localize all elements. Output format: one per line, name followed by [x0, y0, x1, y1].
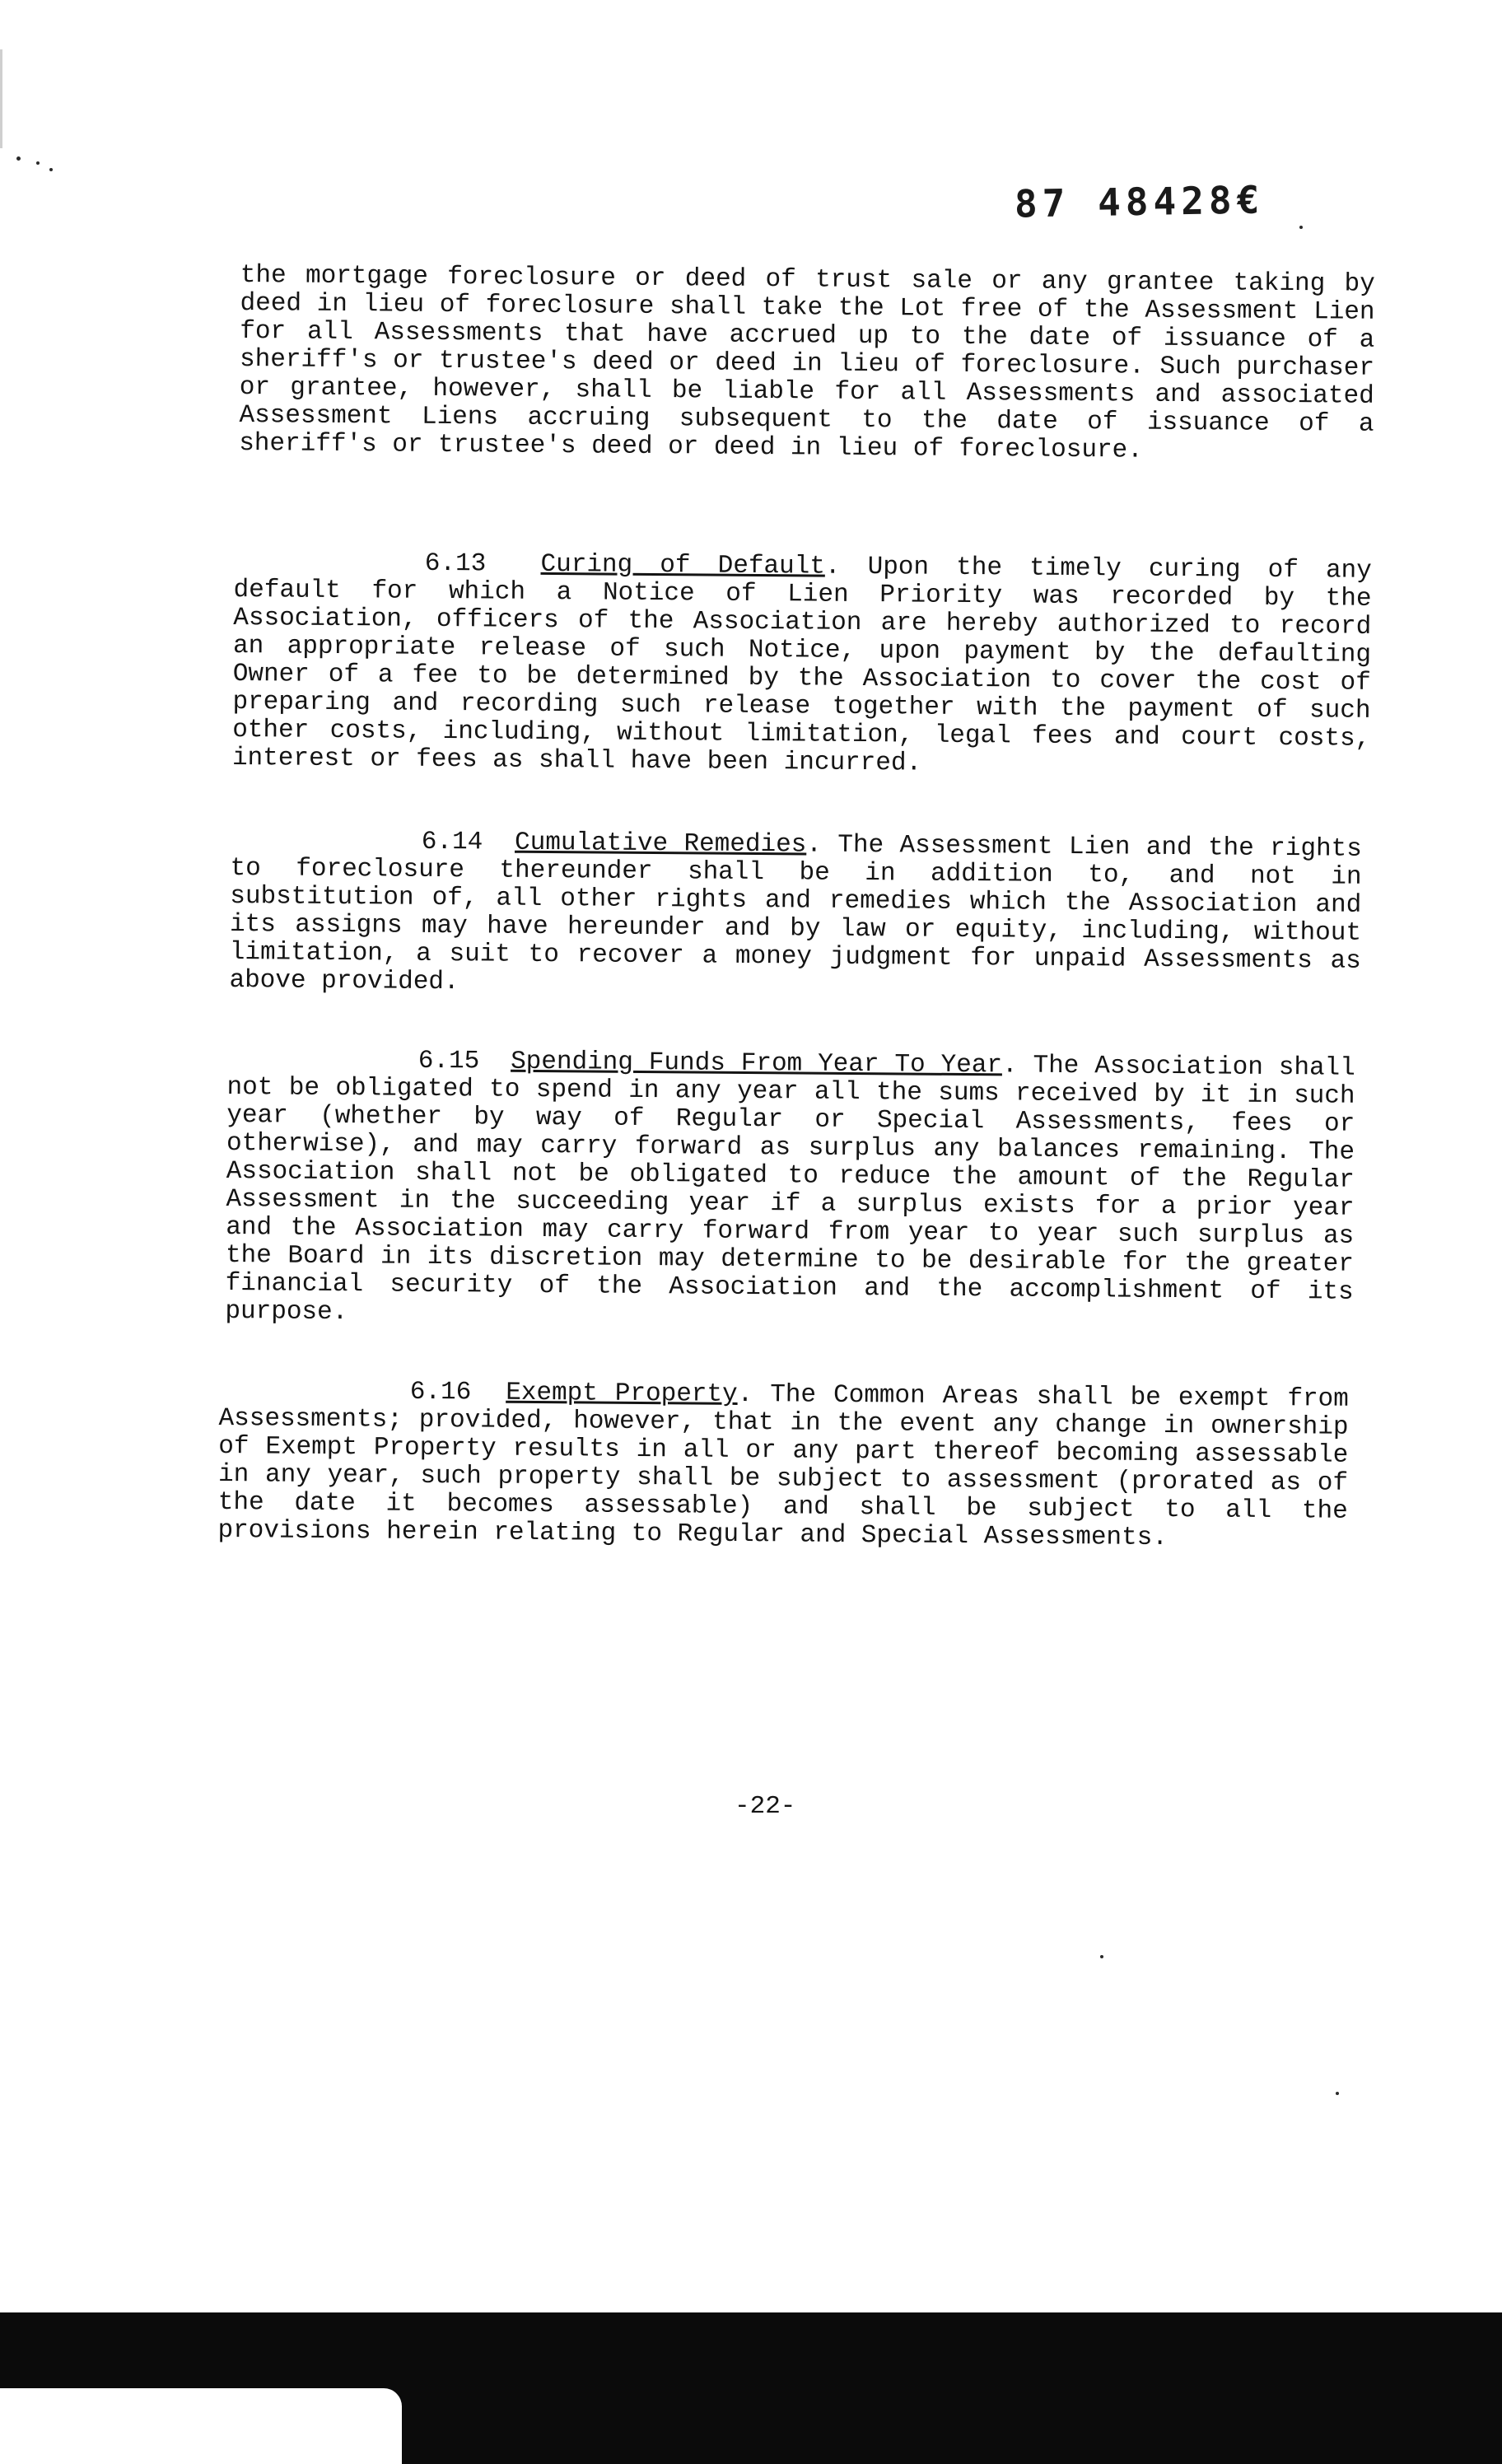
paragraph-text: . Upon the timely curing of any default for which a Notice of Lien Priority was recorded by the Association, officers of the Association are hereby authorized to record an appropriate release of such Notice, upon payment by the defaulting Owner of a fee to be determined by the Association to cover the cost of preparing and recording such release together with the payment of such other costs, including, without limitation, legal fees and court costs, interest or fees as shall have been incurred.	[231, 552, 1372, 778]
section-heading: Exempt Property	[506, 1378, 738, 1409]
scan-speck	[49, 168, 53, 171]
section-6-16	[217, 1377, 1349, 1554]
section-number: 6.14	[421, 827, 483, 857]
section-heading: Cumulative Remedies	[514, 828, 807, 860]
indent-spacer	[219, 1397, 410, 1398]
scan-speck	[1100, 1955, 1103, 1958]
paragraph-text: . The Association shall not be obligated to spend in any year all the sums received by it in such year (whether by way of Regular or Special Assessments, fees or otherwise), and may carry forward as surplus any balances remaining. The Association shall not be obligated to reduce the amount of the Regular Assessment in the succeeding year if a surplus exists for a prior year and the Association may carry forward from year to year such surplus as the Board in its discretion may determine to be desirable for the greater financial security of the Association and the accomplishment of its purpose.	[225, 1051, 1355, 1328]
section-heading: Spending Funds From Year To Year	[510, 1047, 1003, 1080]
section-6-14	[229, 827, 1362, 1004]
scanner-label-tab	[0, 2388, 402, 2464]
indent-spacer	[234, 568, 425, 570]
section-6-13	[232, 548, 1372, 782]
section-6-15	[225, 1046, 1355, 1335]
section-number: 6.13	[424, 548, 487, 579]
indent-spacer	[231, 847, 422, 848]
scan-speck	[1299, 226, 1303, 229]
paragraph-text: . The Assessment Lien and the rights to foreclosure thereunder shall be in addition to, and not in substitution of, all other rights and remedies which the Association and its assigns may have hereunder and by law or equity, including, without limitation, a suit to recover a money judgment for unpaid Assessments as above provided.	[229, 830, 1362, 997]
scan-speck	[1336, 2092, 1339, 2095]
page-number: -22-	[735, 1792, 796, 1821]
scan-speck	[16, 156, 21, 161]
scan-edge-mark	[0, 49, 2, 148]
scan-speck	[36, 161, 40, 165]
document-number: 87 48428€	[1014, 177, 1265, 226]
paragraph-continuation	[239, 262, 1375, 467]
section-number: 6.15	[417, 1046, 480, 1076]
section-number: 6.16	[409, 1377, 472, 1407]
paragraph-text: the mortgage foreclosure or deed of trust sale or any grantee taking by deed in lieu of foreclosure shall take the Lot free of the Assessment Lien for all Assessments that have accrued up to the date of issuance of a sheriff's or trustee's deed or deed in lieu of foreclosure. Such purchaser or grantee, however, shall be liable for all Assessments and associated Assessment Liens accruing subsequent to the date of issuance of a sheriff's or trustee's deed or deed in lieu of foreclosure.	[239, 261, 1375, 465]
indent-spacer	[227, 1066, 418, 1067]
section-heading: Curing of Default	[540, 549, 826, 581]
paragraph-text: . The Common Areas shall be exempt from Assessments; provided, however, that in the event any change in ownership of Exempt Property results in all or any part thereof becoming assessable in any year, such property shall be subject to assessment (prorated as of the date it becomes assessable) and shall be subject to all the provisions herein relating to Regular and Special Assessments.	[217, 1379, 1349, 1553]
